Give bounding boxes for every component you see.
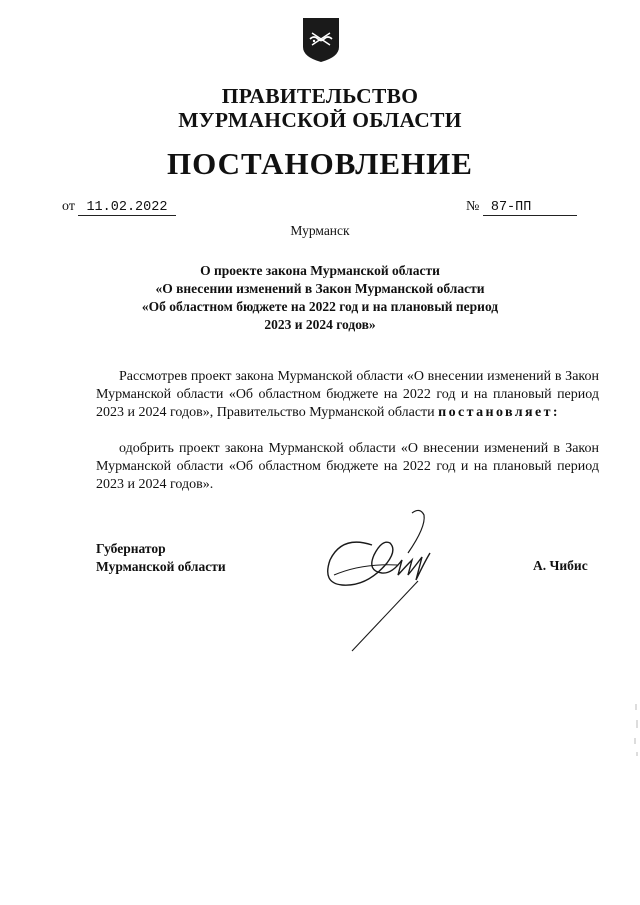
coat-of-arms-icon (302, 17, 340, 63)
date-line (62, 199, 176, 216)
city-name: Мурманск (290, 223, 350, 238)
body-paragraph-2: одобрить проект закона Мурманской области «О внесении изменений в Закон Мурманской области «Об областном бюджете на 2022 год и на плановый период 2023 и 2024 годов». (96, 441, 599, 492)
body-paragraph-1-text: Рассмотрев проект закона Мурманской области «О внесении изменений в Закон Мурманской области «Об областном бюджете на 2022 год и на плановый период 2023 и 2024 годов», Правительство Мурманской области (96, 369, 599, 420)
subject-line1: О проекте закона Мурманской области (200, 263, 440, 278)
subject-line4: 2023 и 2024 годов» (264, 317, 376, 332)
number-line (466, 199, 577, 216)
signatory-title-line1: Губернатор (96, 541, 166, 556)
subject-line2: «О внесении изменений в Закон Мурманской области (155, 281, 485, 296)
subject-line3: «Об областном бюджете на 2022 год и на плановый период (141, 299, 499, 314)
government-name-line1: ПРАВИТЕЛЬСТВО (221, 84, 419, 108)
document-type-title: ПОСТАНОВЛЕНИЕ (167, 146, 473, 181)
handwritten-signature-icon (312, 505, 442, 655)
signatory-title-line2: Мурманской области (96, 559, 226, 574)
number-prefix: № (466, 199, 480, 214)
scan-edge-marks (626, 700, 640, 760)
government-name-line2: МУРМАНСКОЙ ОБЛАСТИ (178, 108, 462, 132)
body-paragraph-1 (96, 368, 599, 422)
signatory-name: А. Чибис (533, 558, 588, 573)
date-value: 11.02.2022 (78, 200, 176, 216)
date-prefix: от (62, 199, 75, 214)
signatory-title (96, 540, 226, 576)
number-value: 87-ПП (483, 200, 577, 216)
decree-verb: постановляет: (438, 405, 560, 420)
